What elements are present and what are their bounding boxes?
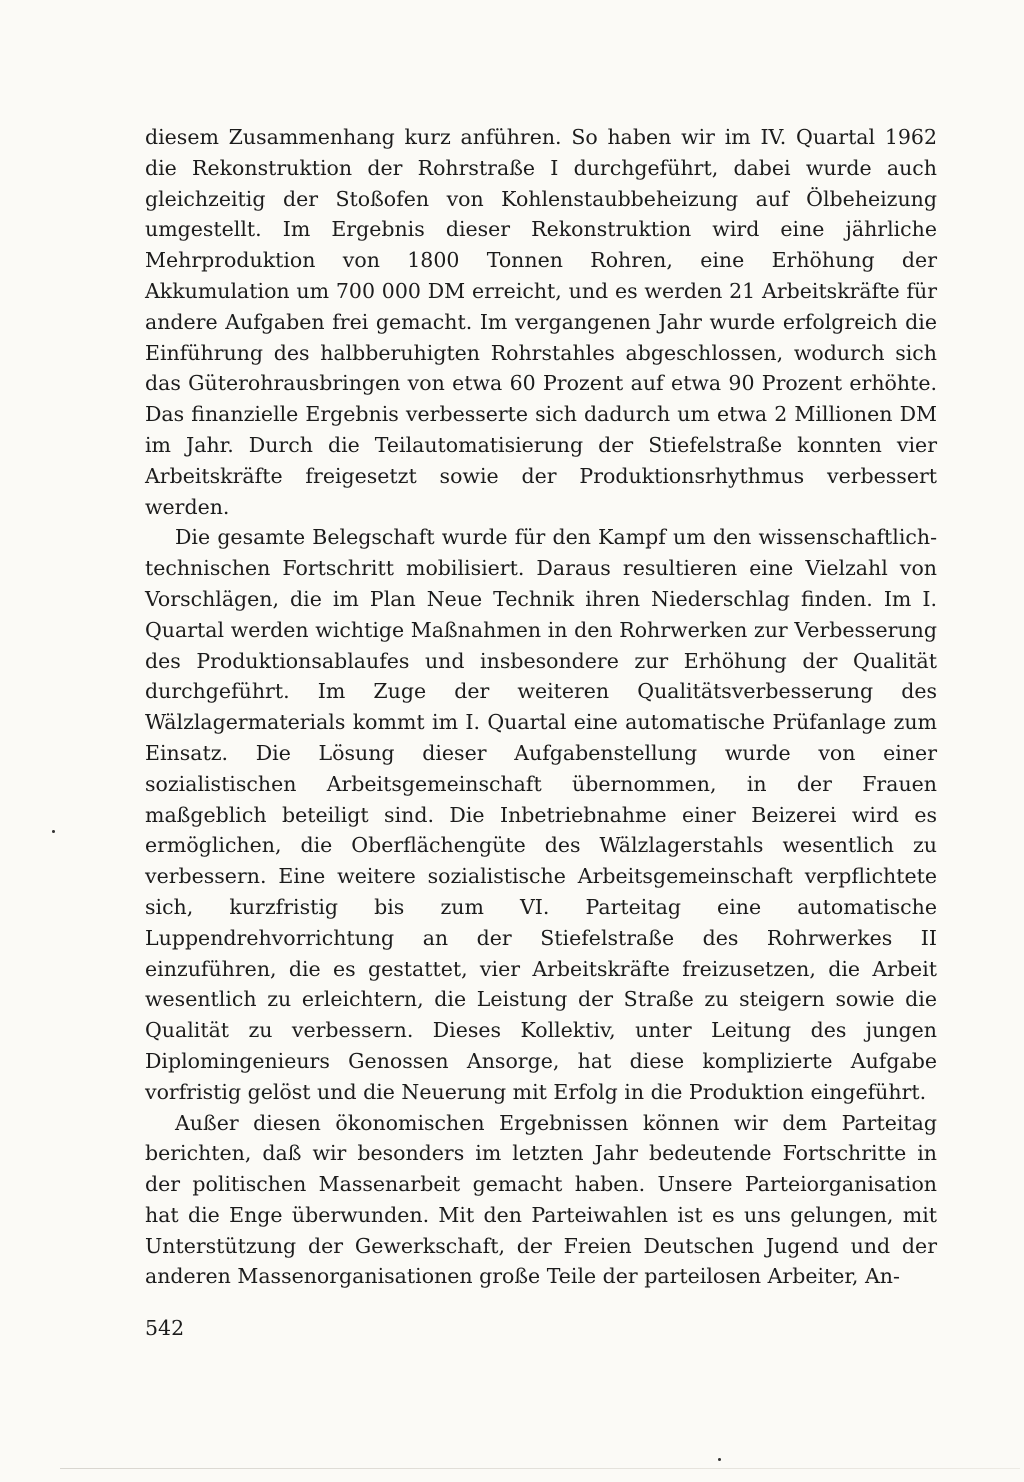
- paragraph-3: Außer diesen ökonomischen Ergebnissen können wir dem Parteitag berichten, daß wir besonders im letzten Jahr bedeutende Fortschritte in der politischen Massenarbeit gemacht haben. Unsere Parteiorganisation hat die Enge überwunden. Mit den Parteiwahlen ist es uns gelungen, mit Unterstützung der Gewerkschaft, der Freien Deutschen Jugend und der anderen Massenorganisationen große Teile der parteilosen Arbeiter, An-: [145, 1110, 937, 1289]
- paragraph-2: Die gesamte Belegschaft wurde für den Kampf um den wissenschaftlich- technischen Fortschritt mobilisiert. Daraus resultieren eine Vielzahl von Vorschlägen, die im Plan Neue Technik ihren Niederschlag finden. Im I. Quartal werden wichtige Maßnahmen in den Rohrwerken zur Verbesserung des Produktionsablaufes und insbesondere zur Erhöhung der Qualität durchgeführt. Im Zuge der weiteren Qualitätsverbesserung des Wälzlagermaterials kommt im I. Quartal eine automatische Prüfanlage zum Einsatz. Die Lösung dieser Aufgabenstellung wurde von einer sozialistischen Arbeitsgemeinschaft übernommen, in der Frauen maßgeblich beteiligt sind. Die Inbetriebnahme einer Beizerei wird es ermöglichen, die Oberflächengüte des Wälzlagerstahls wesentlich zu verbessern. Eine weitere sozialistische Arbeitsgemeinschaft verpflichtete sich, kurzfristig bis zum VI. Parteitag eine automatische Luppendrehvorrichtung an der Stiefelstraße des Rohrwerkes II einzuführen, die es gestattet, vier Arbeitskräfte freizusetzen, die Arbeit wesentlich zu erleichtern, die Leistung der Straße zu steigern sowie die Qualität zu verbessern. Dieses Kollektiv, unter Leitung des jungen Diplomingenieurs Genossen Ansorge, hat diese komplizierte Aufgabe vorfristig gelöst und die Neuerung mit Erfolg in die Produktion eingeführt.: [145, 525, 937, 1104]
- page-number: 542: [145, 1316, 185, 1340]
- paragraph-1: diesem Zusammenhang kurz anführen. So haben wir im IV. Quartal 1962 die Rekonstruktion der Rohrstraße I durchgeführt, dabei wurde auch gleichzeitig der Stoßofen von Kohlenstaubbeheizung auf Ölbeheizung umgestellt. Im Ergebnis dieser Rekonstruktion wird eine jährliche Mehrproduktion von 1800 Tonnen Rohren, eine Erhöhung der Akkumulation um 700 000 DM erreicht, und es werden 21 Arbeitskräfte für andere Aufgaben frei gemacht. Im vergangenen Jahr wurde erfolgreich die Einführung des halbberuhigten Rohrstahles abgeschlossen, wodurch sich das Güterohrausbringen von etwa 60 Prozent auf etwa 90 Prozent erhöhte. Das finanzielle Ergebnis verbesserte sich dadurch um etwa 2 Millionen DM im Jahr. Durch die Teilautomatisierung der Stiefelstraße konnten vier Arbeitskräfte freigesetzt sowie der Produktionsrhythmus verbessert werden.: [145, 125, 937, 519]
- body-text: [145, 122, 937, 1292]
- scan-speck: [52, 830, 55, 833]
- scan-edge-line: [60, 1468, 1020, 1469]
- scan-speck: [718, 1458, 721, 1461]
